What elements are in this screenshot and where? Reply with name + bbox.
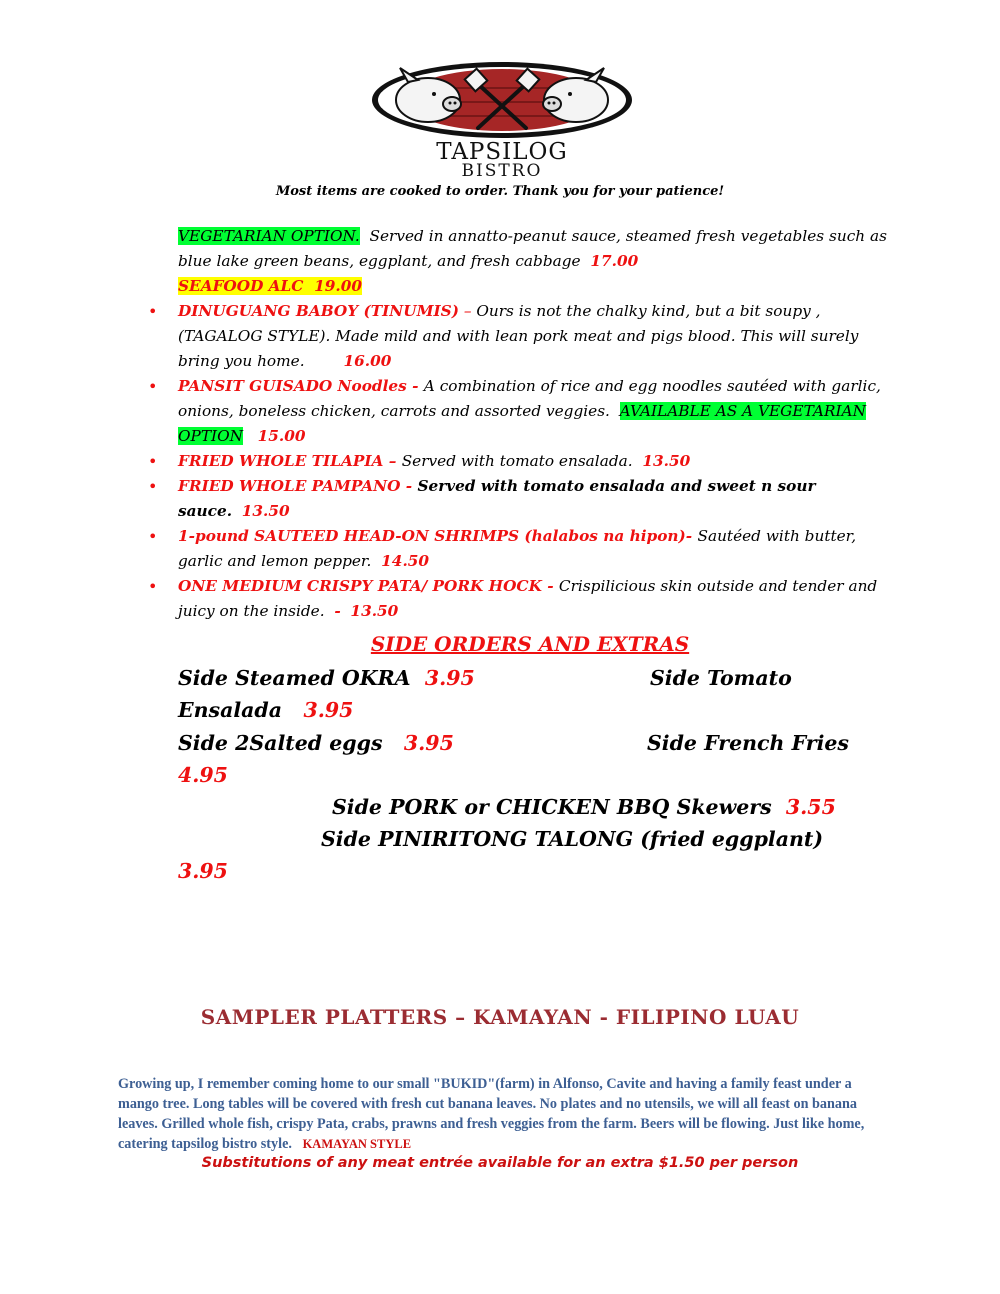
item-desc: Served with tomato ensalada. [401, 452, 633, 470]
seafood-label: SEAFOOD ALC 19.00 [178, 277, 363, 295]
item-name: FRIED WHOLE PAMPANO [178, 477, 401, 495]
item-desc: Served with tomato ensalada and sweet n sour sauce. [178, 477, 816, 520]
item-name: DINUGUANG BABOY (TINUMIS) [178, 302, 459, 320]
list-item: • ONE MEDIUM CRISPY PATA/ PORK HOCK - Crispilicious skin outside and tender and juicy on the inside. - 13.50 [178, 574, 890, 624]
item-desc: Ours is not the chalky kind, but a bit soupy , (TAGALOG STYLE). Made mild and with lean pork meat and pigs blood. This will surely bring you home. [178, 302, 859, 370]
side-price: 3.55 [785, 795, 836, 819]
side-french-fries: Side French Fries [647, 731, 849, 755]
side-piniritong-talong: Side PINIRITONG TALONG (fried eggplant) [321, 827, 824, 851]
veg-desc: Served in annatto-peanut sauce, steamed fresh vegetables such as blue lake green beans, eggplant, and fresh cabbage [178, 227, 887, 270]
sampler-platters-title: SAMPLER PLATTERS – KAMAYAN - FILIPINO LUAU [200, 1005, 800, 1029]
list-item: • 1-pound SAUTEED HEAD-ON SHRIMPS (halabos na hipon)- Sautéed with butter, garlic and lemon pepper. 14.50 [178, 524, 890, 574]
item-name: FRIED WHOLE TILAPIA [178, 452, 384, 470]
side-bbq-skewers: Side PORK or CHICKEN BBQ Skewers 3.55 [332, 795, 836, 819]
side-orders-title: SIDE ORDERS AND EXTRAS [370, 632, 690, 656]
veg-price: 17.00 [590, 252, 639, 270]
logo-subname: BISTRO [461, 161, 543, 181]
veg-label: VEGETARIAN OPTION. [178, 227, 360, 245]
side-salted-eggs: Side 2Salted eggs 3.95 [178, 731, 454, 755]
logo-emblem [370, 60, 634, 140]
item-desc: Sautéed with butter, garlic and lemon pepper. [178, 527, 857, 570]
side-okra: Side Steamed OKRA 3.95 [178, 666, 475, 690]
substitutions-note: Substitutions of any meat entrée available for an extra $1.50 per person [201, 1155, 799, 1171]
item-desc: A combination of rice and egg noodles sautéed with garlic, onions, boneless chicken, carrots and assorted veggies. [178, 377, 881, 420]
list-item: • PANSIT GUISADO Noodles - A combination of rice and egg noodles sautéed with garlic, onions, boneless chicken, carrots and assorted veggies. AVAILABLE AS A VEGETARIAN OPTION 15.00 [178, 374, 890, 449]
seafood-option [178, 274, 890, 299]
menu-list [178, 224, 890, 624]
bistro-logo [370, 60, 634, 190]
item-note: AVAILABLE AS A VEGETARIAN OPTION [178, 402, 866, 445]
side-tomato: Side Tomato [650, 666, 792, 690]
side-price: 3.95 [178, 859, 228, 883]
seafood-price: 19.00 [314, 277, 363, 295]
side-french-fries-price [178, 759, 228, 791]
item-price: 15.00 [257, 427, 306, 445]
list-item: • DINUGUANG BABOY (TINUMIS) – Ours is not the chalky kind, but a bit soupy , (TAGALOG STYLE). Made mild and with lean pork meat and pigs blood. This will surely bring you home. 16.00 [178, 299, 890, 374]
side-piniritong-talong-price [178, 855, 228, 887]
item-price: 13.50 [350, 602, 399, 620]
item-price: 13.50 [241, 502, 290, 520]
kamayan-style-label: KAMAYAN STYLE [302, 1137, 412, 1151]
kamayan-story: Growing up, I remember coming home to our small "BUKID"(farm) in Alfonso, Cavite and having a family feast under a mango tree. Long tables will be covered with fresh cut banana leaves. No plates and no utensils, we will all feast on banana leaves. Grilled whole fish, crispy Pata, crabs, prawns and fresh veggies from the farm. Beers will be flowing. Just like home, catering tapsilog bistro style. KAMAYAN STYLE [118, 1076, 865, 1152]
list-item: • FRIED WHOLE TILAPIA – Served with tomato ensalada. 13.50 [178, 449, 890, 474]
side-price: 3.95 [424, 666, 475, 690]
item-price: 14.50 [381, 552, 430, 570]
item-desc: Crispilicious skin outside and tender and juicy on the inside. [178, 577, 878, 620]
side-tomato-cont: Ensalada 3.95 [178, 698, 354, 722]
side-price: 3.95 [403, 731, 454, 755]
logo-name: TAPSILOG [436, 139, 568, 165]
item-name: 1-pound SAUTEED HEAD-ON SHRIMPS (halabos na hipon) [178, 527, 686, 545]
item-price: 16.00 [343, 352, 392, 370]
list-item: • FRIED WHOLE PAMPANO - Served with tomato ensalada and sweet n sour sauce. 13.50 [178, 474, 890, 524]
tagline: Most items are cooked to order. Thank you for your patience! [275, 184, 725, 199]
side-price: 3.95 [303, 698, 354, 722]
vegetarian-option [178, 224, 890, 274]
side-price: 4.95 [178, 763, 228, 787]
item-name: PANSIT GUISADO Noodles [178, 377, 407, 395]
item-name: ONE MEDIUM CRISPY PATA/ PORK HOCK [178, 577, 542, 595]
item-price: 13.50 [642, 452, 691, 470]
